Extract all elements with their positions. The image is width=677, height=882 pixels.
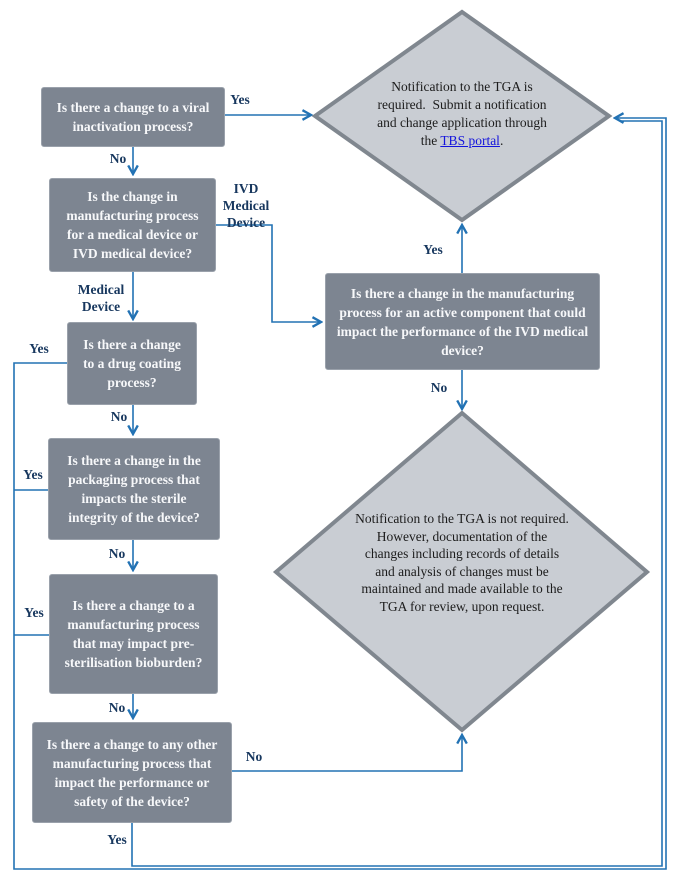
- question-device-type-text: Is the change in manufacturing process for a medical device or IVD medical device?: [66, 189, 199, 261]
- question-bioburden: [49, 574, 218, 694]
- question-viral-text: Is there a change to a viral inactivation process?: [56, 100, 210, 134]
- label-coating-yes: Yes: [29, 341, 49, 356]
- label-branch-ivd-medical-device: IVD Medical Device: [222, 181, 270, 230]
- label-other-yes: Yes: [107, 832, 127, 847]
- label-packaging-no: No: [108, 546, 126, 561]
- question-bioburden-text: Is there a change to a manufacturing process that may impact pre-sterilisation bioburden?: [64, 598, 203, 670]
- label-coating-no: No: [110, 409, 128, 424]
- tbs-portal-link[interactable]: TBS portal: [440, 133, 500, 148]
- question-packaging-sterile: [48, 438, 220, 540]
- question-drug-coating-text: Is there a change to a drug coating process?: [83, 337, 181, 390]
- label-other-no: No: [245, 749, 263, 764]
- label-bioburden-no: No: [108, 700, 126, 715]
- question-ivd-active-component: [325, 273, 600, 370]
- question-other-process-text: Is there a change to any other manufacturing process that impact the performance or safety of the device?: [46, 736, 218, 809]
- required-diamond-text: [377, 78, 547, 150]
- label-viral-no: No: [109, 151, 127, 166]
- label-ivd-no: No: [430, 380, 448, 395]
- question-viral-inactivation: [41, 87, 225, 147]
- question-device-type: [49, 178, 216, 272]
- label-ivd-yes: Yes: [423, 242, 443, 257]
- not-required-text: Notification to the TGA is not required. However, documentation of the changes including records of details and analysis of changes must be maintained and made available to the TGA for review, upon request.: [355, 511, 569, 614]
- label-branch-medical-device: Medical Device: [77, 282, 125, 314]
- required-text-after: .: [499, 133, 504, 148]
- label-packaging-yes: Yes: [23, 467, 43, 482]
- question-ivd-active-text: Is there a change in the manufacturing process for an active component that could impact the performance of the IVD medical device?: [336, 285, 589, 358]
- question-drug-coating: [67, 322, 197, 405]
- not-required-diamond-text: [354, 510, 570, 615]
- label-bioburden-yes: Yes: [24, 605, 44, 620]
- connector-branch-ivd: [216, 225, 321, 322]
- question-packaging-text: Is there a change in the packaging process that impacts the sterile integrity of the device?: [67, 453, 201, 525]
- label-viral-yes: Yes: [230, 92, 250, 107]
- required-text-before: Notification to the TGA is required. Submit a notification and change application through the: [377, 79, 547, 148]
- question-other-process: [32, 722, 232, 823]
